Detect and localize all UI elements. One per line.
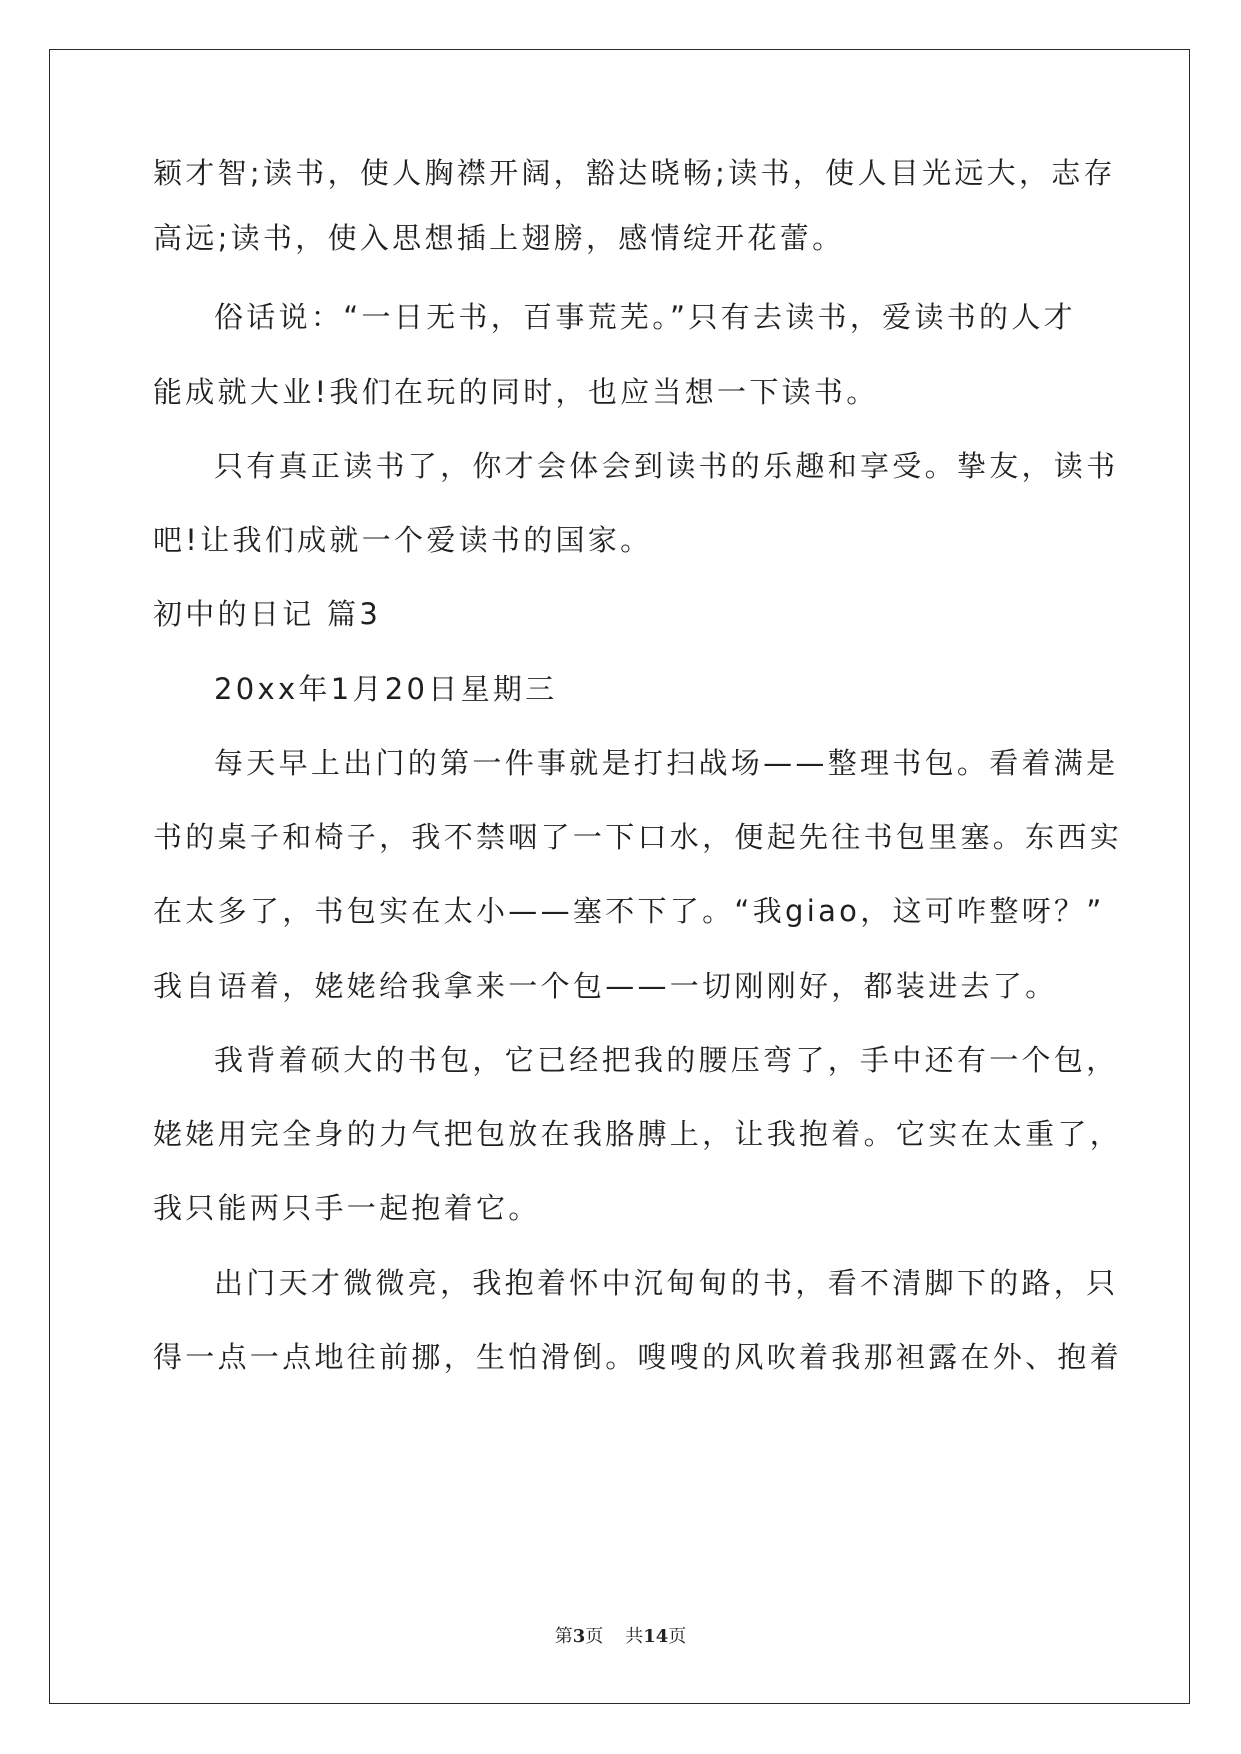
text-line: 吧!让我们成就一个爱读书的国家。 <box>153 523 653 557</box>
page-total: 14 <box>643 1626 669 1647</box>
page-footer <box>0 1622 1241 1648</box>
page-suffix: 页 <box>585 1626 604 1647</box>
text-line: 我自语着，姥姥给我拿来一个包——一切刚刚好，都装进去了。 <box>153 969 1058 1003</box>
text-line: 颖才智;读书，使人胸襟开阔，豁达晓畅;读书，使人目光远大，志存 <box>153 156 1116 190</box>
text-line: 我只能两只手一起抱着它。 <box>153 1191 541 1225</box>
date-line: 20xx年1月20日星期三 <box>214 672 558 706</box>
total-prefix: 共 <box>625 1626 644 1647</box>
text-line: 我背着硕大的书包，它已经把我的腰压弯了，手中还有一个包， <box>214 1043 1119 1077</box>
section-heading: 初中的日记 篇3 <box>153 597 382 631</box>
page-prefix: 第 <box>554 1626 573 1647</box>
text-line: 出门天才微微亮，我抱着怀中沉甸甸的书，看不清脚下的路，只 <box>214 1266 1119 1300</box>
page-current: 3 <box>572 1626 586 1647</box>
total-suffix: 页 <box>668 1626 687 1647</box>
text-line: 高远;读书，使入思想插上翅膀，感情绽开花蕾。 <box>153 221 845 255</box>
text-line: 书的桌子和椅子，我不禁咽了一下口水，便起先往书包里塞。东西实 <box>153 820 1123 854</box>
text-line: 姥姥用完全身的力气把包放在我胳膊上，让我抱着。它实在太重了， <box>153 1117 1123 1151</box>
text-line: 能成就大业!我们在玩的同时，也应当想一下读书。 <box>153 375 879 409</box>
text-line: 俗话说：“一日无书，百事荒芜。”只有去读书，爱读书的人才 <box>214 300 1076 334</box>
text-line: 在太多了，书包实在太小——塞不下了。“我giao，这可咋整呀？” <box>153 894 1105 928</box>
text-line: 每天早上出门的第一件事就是打扫战场——整理书包。看着满是 <box>214 746 1119 780</box>
text-line: 得一点一点地往前挪，生怕滑倒。嗖嗖的风吹着我那袒露在外、抱着 <box>153 1340 1123 1374</box>
text-line: 只有真正读书了，你才会体会到读书的乐趣和享受。挚友，读书 <box>214 449 1119 483</box>
